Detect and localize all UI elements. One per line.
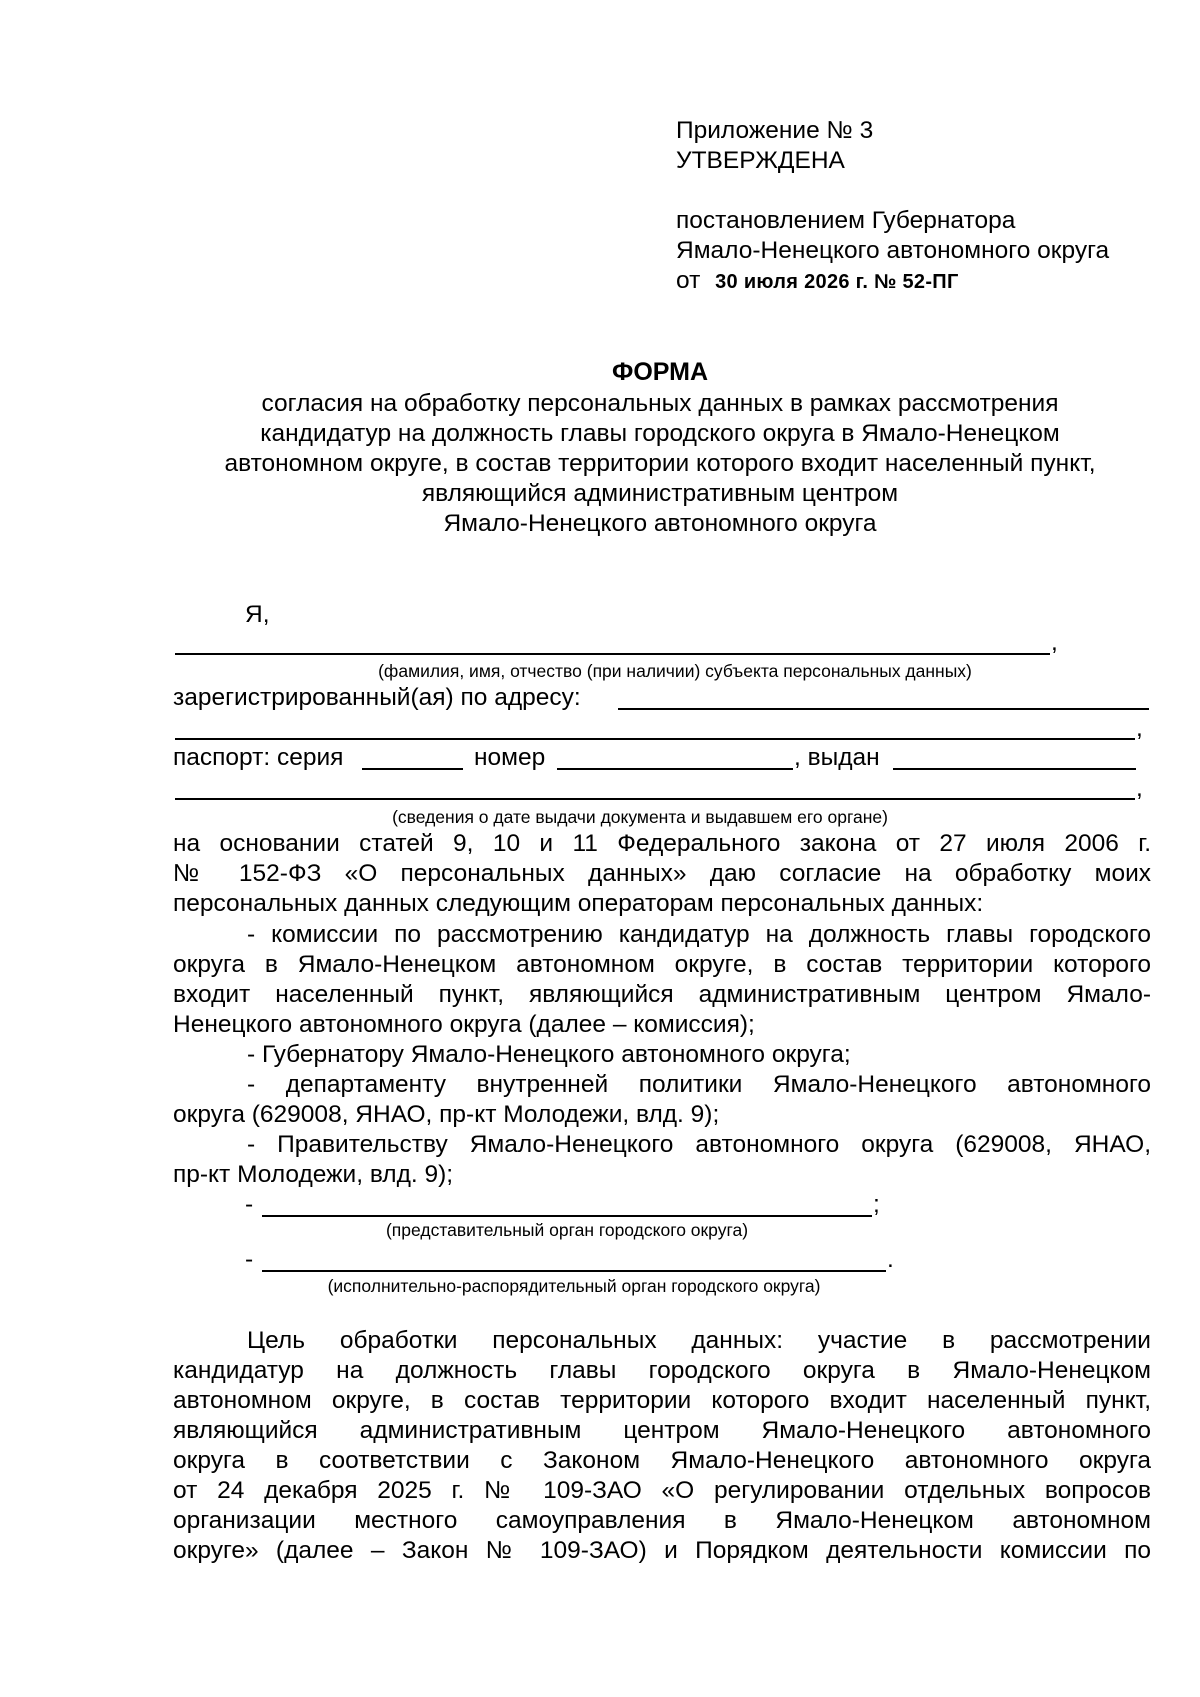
- purpose-line-1: Цель обработки персональных данных: участие в рассмотрении: [247, 1327, 1151, 1354]
- caption-issue: (сведения о дате выдачи документа и выдавшем его органе): [392, 807, 888, 827]
- purpose-line-7: организации местного самоуправления в Ямало-Ненецком автономном: [173, 1507, 1151, 1534]
- rep-body-field[interactable]: [262, 1215, 872, 1217]
- comma-2: ,: [1136, 715, 1143, 742]
- blank-item2-end: .: [887, 1246, 894, 1273]
- item1-line-4: Ненецкого автономного округа (далее – комиссия);: [173, 1011, 755, 1038]
- decree-line-1: постановлением Губернатора: [676, 207, 1016, 234]
- comma-1: ,: [1051, 629, 1058, 656]
- decree-date-number: 30 июля 2026 г. № 52-ПГ: [715, 271, 959, 293]
- form-heading: ФОРМА: [611, 358, 708, 386]
- para1-line-3: персональных данных следующим операторам персональных данных:: [173, 890, 984, 917]
- para1-line-2: № 152-ФЗ «О персональных данных» даю согласие на обработку моих: [173, 860, 1151, 887]
- item3-line-1: - департаменту внутренней политики Ямало-Ненецкого автономного: [247, 1071, 1151, 1098]
- item2-line: - Губернатору Ямало-Ненецкого автономного округа;: [247, 1041, 851, 1068]
- purpose-line-5: округа в соответствии с Законом Ямало-Ненецкого автономного округа: [173, 1447, 1151, 1474]
- approved-label: УТВЕРЖДЕНА: [676, 147, 845, 174]
- passport-series-field[interactable]: [362, 768, 463, 770]
- passport-series-label: паспорт: серия: [173, 744, 344, 771]
- item3-line-2: округа (629008, ЯНАО, пр-кт Молодежи, влд. 9);: [173, 1101, 720, 1128]
- blank-item2-dash: -: [245, 1246, 254, 1273]
- item4-line-1: - Правительству Ямало-Ненецкого автономного округа (629008, ЯНАО,: [247, 1131, 1151, 1158]
- comma-3: ,: [1136, 775, 1143, 802]
- passport-number-label: номер: [474, 744, 546, 771]
- purpose-line-4: являющийся административным центром Ямало-Ненецкого автономного: [173, 1417, 1151, 1444]
- blank-item1-dash: -: [245, 1191, 254, 1218]
- item1-line-2: округа в Ямало-Ненецком автономном округе, в состав территории которого: [173, 951, 1151, 978]
- name-field-line[interactable]: [175, 653, 1050, 655]
- passport-number-field[interactable]: [557, 768, 793, 770]
- item1-line-3: входит населенный пункт, являющийся административным центром Ямало-: [173, 981, 1151, 1008]
- address-field-line-2[interactable]: [175, 738, 1135, 740]
- title-line-1: согласия на обработку персональных данных в рамках рассмотрения: [261, 390, 1059, 417]
- passport-issued-field-2[interactable]: [175, 798, 1135, 800]
- caption-name: (фамилия, имя, отчество (при наличии) субъекта персональных данных): [378, 661, 972, 681]
- purpose-line-8: округе» (далее – Закон № 109-ЗАО) и Порядком деятельности комиссии по: [173, 1537, 1151, 1564]
- title-line-4: являющийся административным центром: [421, 480, 899, 507]
- blank-item1-end: ;: [873, 1191, 880, 1218]
- appendix-label: Приложение № 3: [676, 117, 874, 144]
- decree-line-2: Ямало-Ненецкого автономного округа: [676, 237, 1110, 264]
- title-line-3: автономном округе, в состав территории которого входит населенный пункт,: [224, 450, 1096, 477]
- purpose-line-3: автономном округе, в состав территории которого входит населенный пункт,: [173, 1387, 1151, 1414]
- exec-body-field[interactable]: [262, 1270, 886, 1272]
- caption-rep: (представительный орган городского округа): [385, 1220, 749, 1240]
- purpose-line-2: кандидатур на должность главы городского округа в Ямало-Ненецком: [173, 1357, 1151, 1384]
- caption-exec: (исполнительно-распорядительный орган городского округа): [327, 1276, 821, 1296]
- title-line-5: Ямало-Ненецкого автономного округа: [443, 510, 877, 537]
- i-label: Я,: [245, 601, 270, 628]
- item4-line-2: пр-кт Молодежи, влд. 9);: [173, 1161, 454, 1188]
- date-prefix: от: [676, 267, 701, 294]
- address-label: зарегистрированный(ая) по адресу:: [173, 684, 581, 711]
- passport-issued-label: , выдан: [794, 744, 880, 771]
- address-field-line[interactable]: [618, 708, 1149, 710]
- purpose-line-6: от 24 декабря 2025 г. № 109-ЗАО «О регулировании отдельных вопросов: [173, 1477, 1151, 1504]
- passport-issued-field[interactable]: [893, 768, 1136, 770]
- decree-date-line: [676, 266, 959, 297]
- title-line-2: кандидатур на должность главы городского округа в Ямало-Ненецком: [260, 420, 1060, 447]
- item1-line-1: - комиссии по рассмотрению кандидатур на должность главы городского: [247, 921, 1151, 948]
- para1-line-1: на основании статей 9, 10 и 11 Федерального закона от 27 июля 2006 г.: [173, 830, 1151, 857]
